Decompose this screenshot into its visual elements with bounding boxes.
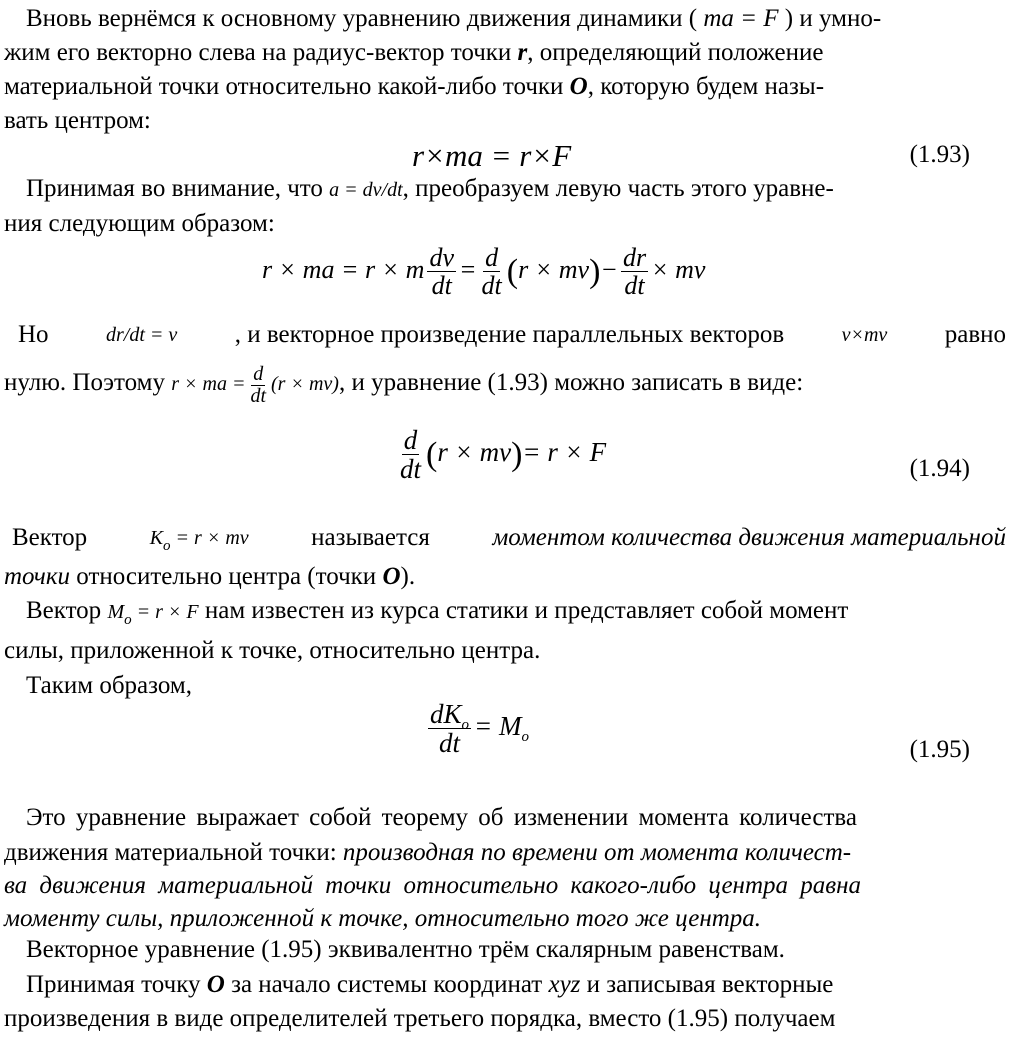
p2-line1: Принимая во внимание, что a = dv/dt, преобразуем левую часть этого уравне- [26,175,834,202]
p3-line2: нулю. Поэтому r × ma = $\frac{d}{dt}$ (r × mv), и уравнение (1.93) можно записать в виде: [4,363,804,407]
equation-transform: r × ma = r × m $\frac{dv}{dt}$ = $\frac{d}{dt}$ (r × mv)− $\frac{dr}{dt}$ × mv [262,243,706,301]
p2-line2: ния следующим образом: [4,210,275,237]
p1-line1: Вновь вернёмся к основному уравнению движения динамики ( ma = F ) и умно- [26,5,882,32]
p7-line1: Это уравнение выражает собой теорему об изменении момента количества [26,804,857,831]
p6-line1: Таким образом, [26,672,192,699]
p1-line3: материальной точки относительно какой-либо точки O, которую будем назы- [4,73,825,100]
p5-line1: Вектор $M_o = r \times F$ нам известен из курса статики и представляет собой момент [26,597,849,628]
p8-line1: Векторное уравнение (1.95) эквивалентно трём скалярным равенствам. [26,936,785,963]
p1-line2: жим его векторно слева на радиус-вектор точки r, определяющий положение [4,39,824,66]
p9-line1: Принимая точку O за начало системы координат xyz и записывая векторные [26,971,834,998]
p3-line1: Но dr/dt = v , и векторное произведение параллельных векторов v×mv равно [18,321,1006,348]
equation-number-1-93: (1.93) [909,141,970,168]
p9-line2: произведения в виде определителей третьего порядка, вместо (1.95) получаем [4,1005,836,1032]
equation-1-95: $\frac{dK_o}{dt}$ = $M_o$ [430,699,529,759]
p7-line4: моменту силы, приложенной к точке, относительно того же центра. [4,905,762,932]
equation-number-1-94: (1.94) [909,455,970,482]
equation-number-1-95: (1.95) [909,736,970,763]
p7-line2: движения материальной точки: производная по времени от момента количест- [4,839,852,866]
p1-line4: вать центром: [4,107,151,134]
p4-line2: точки относительно центра (точки O). [4,563,416,590]
p4-line1: Вектор $K_o = r$ × mv называется моментом количества движения материальной [12,524,1006,554]
equation-1-94: $\frac{d}{dt}$ (r × mv)= r × F [400,425,607,485]
p5-line2: силы, приложенной к точке, относительно центра. [4,637,541,664]
equation-1-93: r×ma = r×F [412,138,572,173]
p7-line3: ва движения материальной точки относительно какого-либо центра равна [4,872,862,899]
